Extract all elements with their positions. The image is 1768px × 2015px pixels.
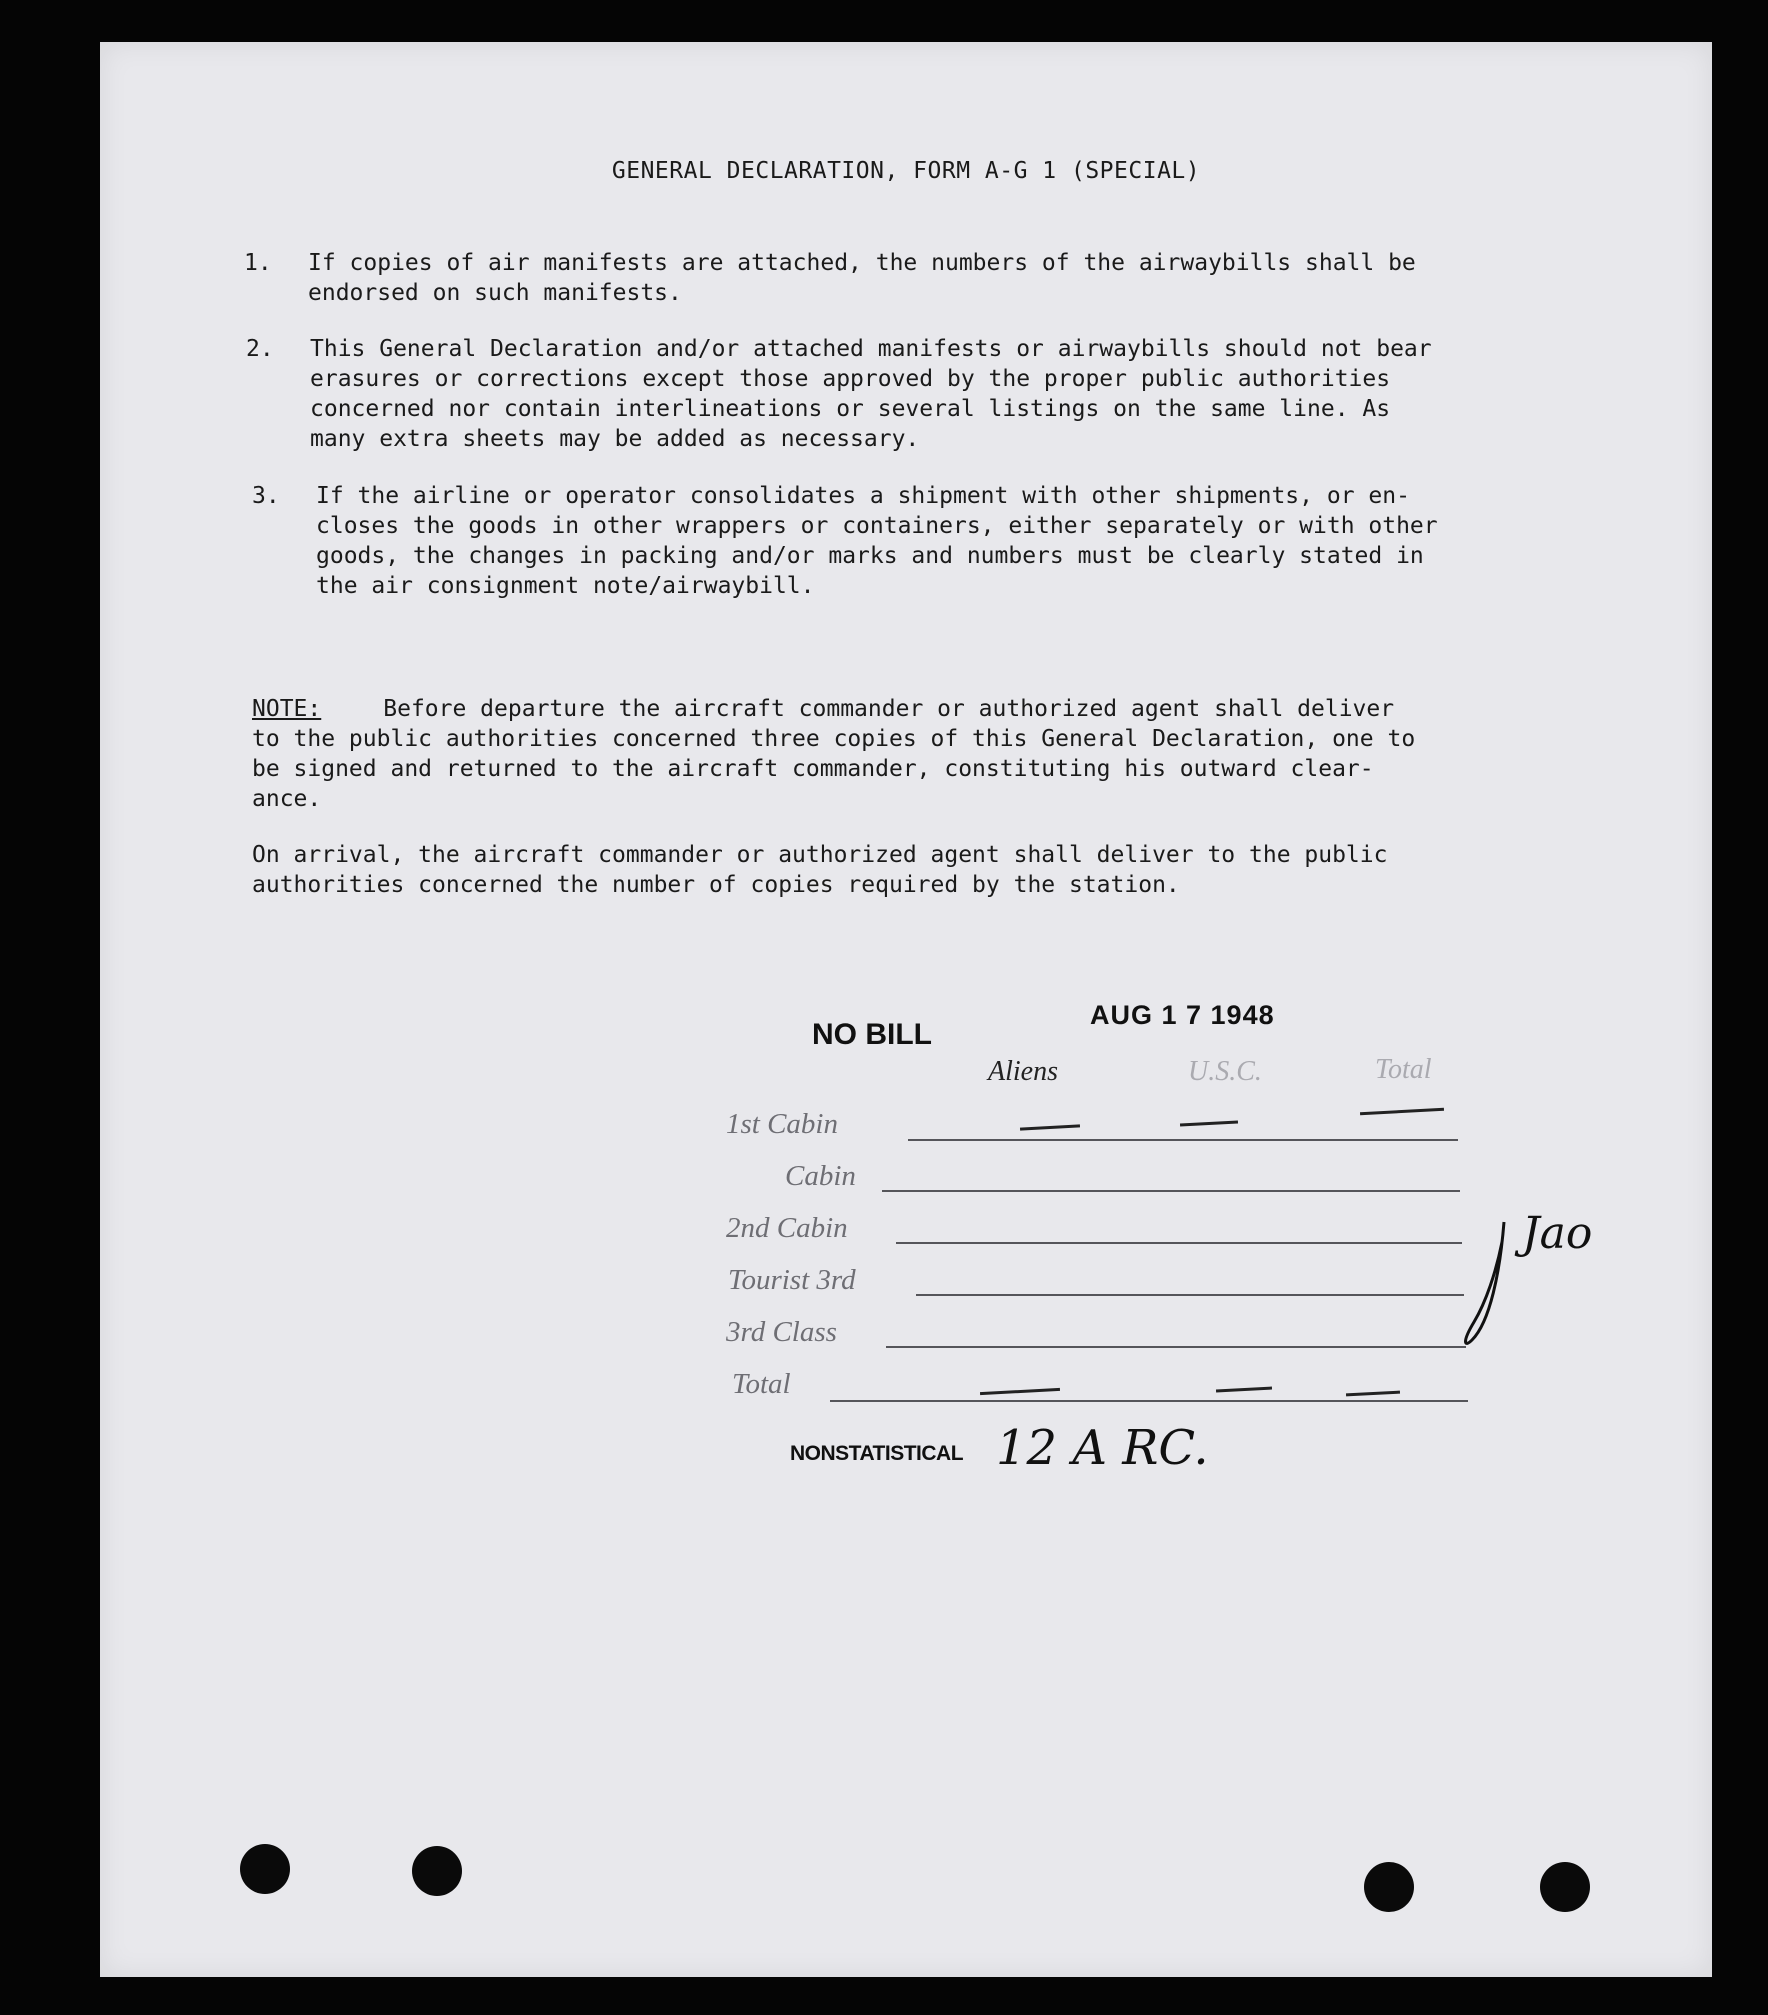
arrival-line: On arrival, the aircraft commander or authorized agent shall deliver to the public — [252, 842, 1388, 868]
arrival-paragraph — [252, 840, 1582, 900]
punch-hole — [240, 1844, 290, 1894]
row-line — [896, 1242, 1462, 1244]
item-line: goods, the changes in packing and/or marks and numbers must be clearly stated in — [316, 543, 1424, 569]
note-paragraph — [252, 694, 1582, 814]
punch-hole — [412, 1846, 462, 1896]
row-line — [882, 1190, 1460, 1192]
dash-mark — [1020, 1124, 1080, 1130]
row-label-total: Total — [732, 1368, 791, 1400]
item-number: 3. — [252, 483, 280, 509]
column-header-total: Total — [1375, 1054, 1432, 1085]
row-line — [908, 1139, 1458, 1141]
item-line: many extra sheets may be added as necessary. — [310, 426, 920, 452]
nonstatistical-stamp: NONSTATISTICAL — [790, 1442, 964, 1465]
item-line: erasures or corrections except those approved by the proper public authorities — [310, 366, 1391, 392]
row-line — [886, 1346, 1466, 1348]
dash-mark — [1360, 1108, 1444, 1115]
item-line: closes the goods in other wrappers or containers, either separately or with other — [316, 513, 1438, 539]
note-first-line — [252, 694, 1582, 724]
initials-signature — [1460, 1172, 1610, 1372]
item-line: concerned nor contain interlineations or several listings on the same line. As — [310, 396, 1391, 422]
note-line: be signed and returned to the aircraft commander, constituting his outward clear- — [252, 756, 1374, 782]
item-line: If the airline or operator consolidates a shipment with other shipments, or en- — [316, 483, 1410, 509]
date-stamp: AUG 1 7 1948 — [1090, 1000, 1275, 1030]
dash-mark — [980, 1388, 1060, 1395]
handwritten-initials: Jao — [1522, 1208, 1593, 1259]
dash-mark — [1180, 1120, 1238, 1126]
document-page — [100, 42, 1712, 1977]
no-bill-stamp: NO BILL — [812, 1018, 932, 1051]
item-text — [310, 334, 1575, 454]
dash-mark — [1216, 1387, 1272, 1393]
item-number: 2. — [246, 336, 274, 362]
item-line: This General Declaration and/or attached manifests or airwaybills should not bear — [310, 336, 1432, 362]
item-line: If copies of air manifests are attached, the numbers of the airwaybills shall be — [308, 250, 1416, 276]
row-line — [916, 1294, 1464, 1296]
row-label-3rd-class: 3rd Class — [726, 1316, 837, 1348]
handwritten-code: 12 A RC. — [996, 1420, 1209, 1476]
punch-hole — [1540, 1862, 1590, 1912]
column-header-aliens: Aliens — [988, 1056, 1058, 1087]
page-title: GENERAL DECLARATION, FORM A-G 1 (SPECIAL) — [611, 158, 1201, 184]
note-label: NOTE: — [252, 696, 322, 722]
item-line: endorsed on such manifests. — [308, 280, 682, 306]
punch-hole — [1364, 1862, 1414, 1912]
item-line: the air consignment note/airwaybill. — [316, 573, 815, 599]
row-label-2nd-cabin: 2nd Cabin — [726, 1212, 848, 1244]
row-line — [830, 1400, 1468, 1402]
row-label-cabin: Cabin — [785, 1160, 856, 1192]
item-text — [308, 248, 1573, 308]
arrival-line: authorities concerned the number of copies required by the station. — [252, 872, 1180, 898]
item-number: 1. — [244, 250, 272, 276]
row-label-tourist-3rd: Tourist 3rd — [728, 1264, 856, 1296]
row-label-1st-cabin: 1st Cabin — [726, 1108, 838, 1140]
note-line: to the public authorities concerned three copies of this General Declaration, one to — [252, 726, 1416, 752]
column-header-usc: U.S.C. — [1188, 1056, 1262, 1087]
note-line: ance. — [252, 786, 322, 812]
item-text — [316, 481, 1581, 601]
dash-mark — [1346, 1391, 1400, 1397]
note-first-text: Before departure the aircraft commander or authorized agent shall deliver — [383, 696, 1395, 722]
